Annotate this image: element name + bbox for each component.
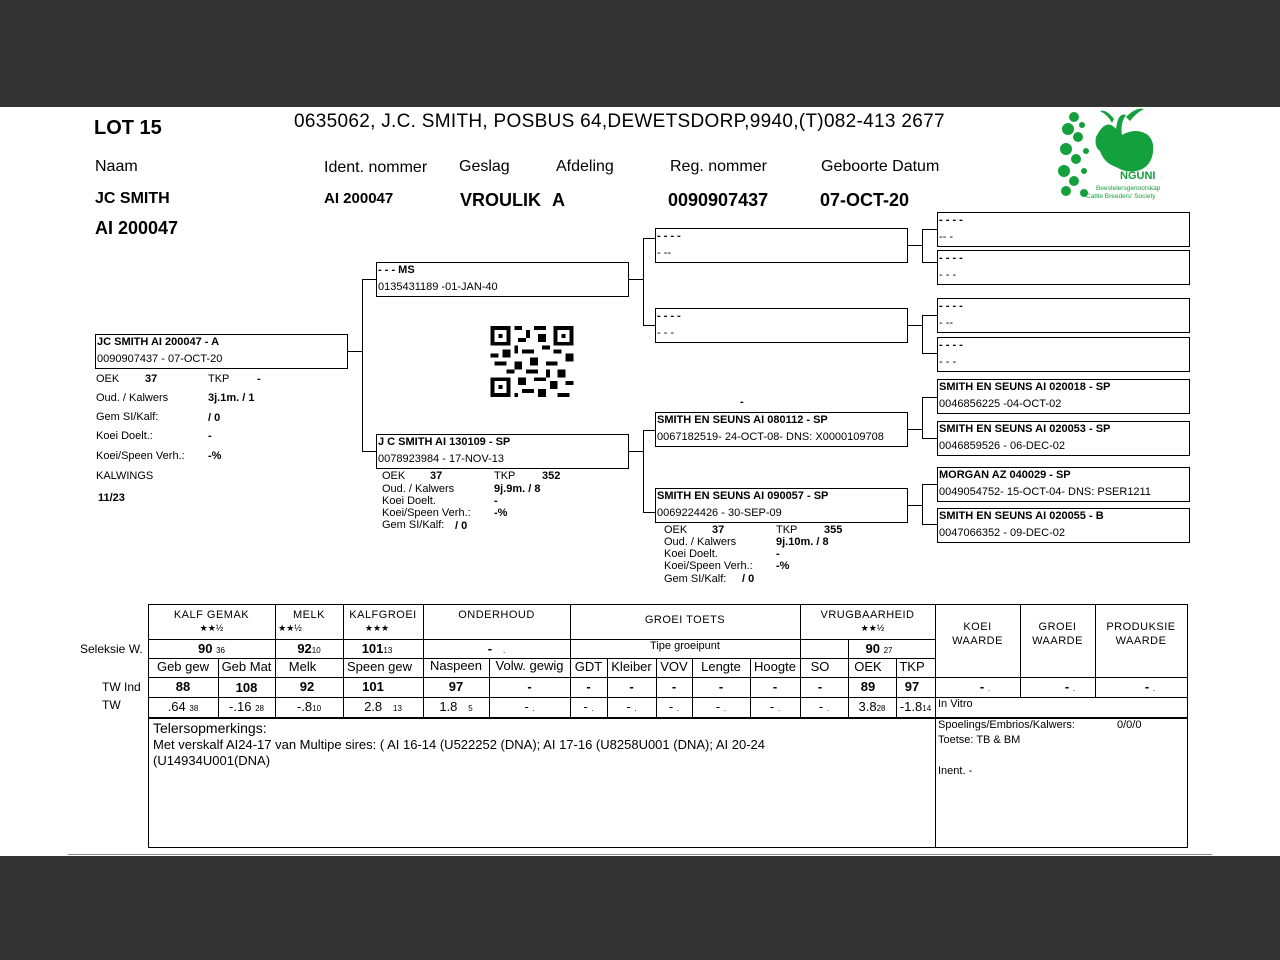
twind-geb-gew: 88 <box>175 679 191 694</box>
col-speen-gew: Speen gew <box>346 659 413 674</box>
tw-speen-gew: 2.8 13 <box>364 699 402 714</box>
hdr-koei-1: KOEI <box>963 621 992 633</box>
twind-lengte: - <box>718 679 724 694</box>
subject-gem-value: / 0 <box>208 412 221 424</box>
tw-geb-mat: -.16 28 <box>229 699 264 714</box>
tw-naspeen: 1.8 5 <box>439 699 473 714</box>
twind-oek: 89 <box>860 679 876 694</box>
hdr-kalf-gemak: KALF GEMAK <box>173 609 250 621</box>
tw-geb-gew: .64 38 <box>167 699 199 714</box>
tw-tkp: -1.814 <box>899 699 932 714</box>
label-reg: Reg. nommer <box>670 158 767 175</box>
dam-sub: 0078923984 - 17-NOV-13 <box>378 453 504 465</box>
dam-verh-value: -% <box>494 507 508 519</box>
col-melk: Melk <box>288 659 317 674</box>
col-tkp: TKP <box>899 659 925 674</box>
sire-sub: 0135431189 -01-JAN-40 <box>378 281 498 293</box>
sel-onderhoud: - . <box>487 641 506 656</box>
dam-tkp-label: TKP <box>494 470 516 482</box>
dam-oek-label: OEK <box>382 470 406 482</box>
dam-oek-value: 37 <box>430 470 443 482</box>
dam-verh-label: Koei/Speen Verh.: <box>382 507 471 519</box>
row-label-tw: TW <box>102 698 121 712</box>
tw-kleiber: - . <box>626 699 637 714</box>
dam-title: J C SMITH AI 130109 - SP <box>378 436 511 448</box>
lot-number: LOT 15 <box>94 117 162 139</box>
stars-kalfgroei: ★★★ <box>364 623 390 633</box>
dam-oud-label: Oud. / Kalwers <box>382 483 455 495</box>
subject-oud-value: 3j.1m. / 1 <box>208 392 255 404</box>
row-label-seleksie: Seleksie W. <box>80 642 143 656</box>
hdr-prod-1: PRODUKSIE <box>1106 621 1176 633</box>
ggp-box-1: - - - - -- - <box>937 212 1190 247</box>
col-gdt: GDT <box>574 659 603 674</box>
ggp-box-2: - - - - - - - <box>937 250 1190 285</box>
dam-gem-label: Gem SI/Kalf: <box>382 519 445 531</box>
value-naam: JC SMITH <box>95 190 170 207</box>
label-ident: Ident. nommer <box>324 159 428 176</box>
twind-koei-waarde: - . <box>979 679 991 694</box>
col-naspeen: Naspeen <box>429 658 483 673</box>
gp-dam-sire-box: SMITH EN SEUNS AI 080112 - SP 0067182519- 24-OCT-08- DNS: X0000109708 <box>655 412 908 447</box>
row-label-twind: TW Ind <box>102 680 141 694</box>
tw-lengte: - . <box>715 699 727 714</box>
ggp-box-6: SMITH EN SEUNS AI 020053 - SP 0046859526 - 06-DEC-02 <box>937 421 1190 456</box>
remarks-line-1: Met verskalf AI24-17 van Multipe sires: ( AI 16-14 (U522252 (DNA); AI 17-16 (U8258U001 (DNA); AI 20-24 <box>153 737 766 752</box>
subject-tkp-label: TKP <box>208 373 230 385</box>
value-reg: 0090907437 <box>668 190 769 210</box>
tw-vov: - . <box>668 699 680 714</box>
twind-geb-mat: 108 <box>235 680 258 695</box>
hdr-groei-2: WAARDE <box>1032 635 1083 647</box>
value-afdeling: A <box>552 190 565 210</box>
twind-speen-gew: 101 <box>362 679 384 694</box>
twind-vov: - <box>671 679 677 694</box>
stars-melk: ★★½ <box>278 623 302 633</box>
ggp-box-3: - - - - - -- <box>937 298 1190 333</box>
value-ident: AI 200047 <box>324 190 394 207</box>
in-vitro: In Vitro <box>938 698 973 710</box>
subject-gem-label: Gem SI/Kalf: <box>96 411 159 423</box>
tw-gdt: - . <box>583 699 594 714</box>
subject-doelt-value: - <box>208 430 212 442</box>
gp-sire-dam-box: - - - - - - - <box>655 308 908 343</box>
ggp-box-5: SMITH EN SEUNS AI 020018 - SP 0046856225 -04-OCT-02 <box>937 379 1190 414</box>
remarks-line-2: (U14934U001(DNA) <box>153 753 271 768</box>
subject-verh-value: -% <box>208 450 222 462</box>
dam-doelt-value: - <box>494 495 498 507</box>
gp-dam-sire-dash: - <box>740 396 744 408</box>
bottom-rule <box>68 854 1212 855</box>
ggp-box-8: SMITH EN SEUNS AI 020055 - B 0047066352 - 09-DEC-02 <box>937 508 1190 543</box>
remarks-title: Telersopmerkings: <box>153 720 267 736</box>
subject-oek-label: OEK <box>96 373 120 385</box>
hdr-onderhoud: ONDERHOUD <box>458 609 535 621</box>
value-geboorte: 07-OCT-20 <box>820 190 910 210</box>
sel-melk: 9210 <box>297 641 321 656</box>
sire-title: - - - MS <box>378 264 415 276</box>
hdr-prod-2: WAARDE <box>1115 635 1167 647</box>
subject-oud-label: Oud. / Kalwers <box>96 392 169 404</box>
col-so: SO <box>810 659 830 674</box>
subject-tkp-value: - <box>257 373 261 385</box>
svg-text:NGUNI: NGUNI <box>1120 170 1156 182</box>
spoelings-label: Spoelings/Embrios/Kalwers: <box>938 719 1075 731</box>
dam-oud-value: 9j.9m. / 8 <box>494 483 541 495</box>
ggp-box-7: MORGAN AZ 040029 - SP 0049054752- 15-OCT-04- DNS: PSER1211 <box>937 467 1190 502</box>
col-hoogte: Hoogte <box>754 659 796 674</box>
twind-groei-waarde: - . <box>1064 679 1076 694</box>
label-afdeling: Afdeling <box>556 158 614 175</box>
subject-title: JC SMITH AI 200047 - A <box>97 336 220 348</box>
twind-gdt: - <box>586 679 591 694</box>
spoelings-value: 0/0/0 <box>1117 719 1142 731</box>
stars-vrug: ★★½ <box>860 623 885 633</box>
subject-sub: 0090907437 - 07-OCT-20 <box>97 353 223 365</box>
sel-kalfgroei: 10113 <box>361 641 393 656</box>
col-vov: VOV <box>660 659 688 674</box>
kalwings-value: 11/23 <box>98 492 125 504</box>
owner-info: 0635062, J.C. SMITH, POSBUS 64,DEWETSDORP,9940,(T)082-413 2677 <box>294 111 945 132</box>
stars-kalf: ★★½ <box>199 623 224 633</box>
tw-oek: 3.828 <box>858 699 886 714</box>
twind-so: - <box>817 679 823 694</box>
label-naam: Naam <box>95 158 138 175</box>
svg-text:Cattle Breeders' Society: Cattle Breeders' Society <box>1086 193 1156 200</box>
twind-kleiber: - <box>629 679 634 694</box>
hdr-koei-2: WAARDE <box>952 635 1003 647</box>
tw-so: - . <box>818 699 830 714</box>
subject-verh-label: Koei/Speen Verh.: <box>96 450 185 462</box>
dam-gem-value: / 0 <box>455 520 468 532</box>
value-ident-large: AI 200047 <box>95 218 179 238</box>
twind-naspeen: 97 <box>448 679 464 694</box>
label-geslag: Geslag <box>459 158 510 175</box>
twind-melk: 92 <box>299 679 315 694</box>
subject-oek-value: 37 <box>145 373 158 385</box>
twind-tkp: 97 <box>904 679 920 694</box>
twind-prod-waarde: - . <box>1144 679 1156 694</box>
hdr-kalfgroei: KALFGROEI <box>349 609 417 621</box>
twind-hoogte: - <box>772 679 778 694</box>
gp-dam-dam-box: SMITH EN SEUNS AI 090057 - SP 0069224426 - 30-SEP-09 <box>655 488 908 523</box>
col-kleiber: Kleiber <box>611 659 652 674</box>
dam-tkp-value: 352 <box>542 470 561 482</box>
value-geslag: VROULIK <box>460 190 541 210</box>
gp-sire-sire-box: - - - - - -- <box>655 228 908 263</box>
col-geb-gew: Geb gew <box>156 659 210 674</box>
breeding-values-table <box>0 107 1280 856</box>
col-lengte: Lengte <box>701 659 741 674</box>
pedigree-sheet: LOT 15 0635062, J.C. SMITH, POSBUS 64,DEWETSDORP,9940,(T)082-413 2677 NGUNI Beestelersgenootskap Cattle Breeders' Society Naam Ident. nommer Geslag Afdeling Reg. nommer Geboorte Datum JC SMITH AI 200047 VROULIK A 0090907437 07-OCT-20 AI 200047 JC SMITH AI 200047 - A 0090907437 - 07-OCT-20 OEK 37 TKP - Oud. / Kalwers 3j.1m. / 1 Gem SI/Kalf: / 0 Koei Doelt.: - Koei/Speen Verh.: -% KALWINGS 11/23 - - - MS 0135431189 -01-JAN-40 J C SMITH AI 130109 - SP 0078923984 - 17-NOV-13 OEK 37 TKP 352 Oud. / Kalwers 9j.9m. / 8 Koei Doelt. - Koei/Speen Verh.: -% Gem SI/Kalf: / 0 - - - - - -- - - - - - - - - SMITH EN SEUNS AI 080112 - SP 0067182519- 24-OCT-08- DNS: X0000109708 SMITH EN SEUNS AI 090057 - SP 0069224426 - 30-SEP-09 OEK 37 TKP 355 Oud. / Kalwers 9j.10m. / 8 Koei Doelt. - Koei/Speen Verh.: -% Gem SI/Kalf: / 0 - - - - -- - - - - - - - - - - - - - -- - - - - - - - SMITH EN SEUNS AI 020018 - SP 0046856225 -04-OCT-02 SMITH EN SEUNS AI 020053 - SP 0046859526 - 06-DEC-02 MORGAN AZ 040029 - SP 0049054752- 15-OCT-04- DNS: PSER1211 SMITH EN SEUNS AI 020055 - B 0047066352 - 09-DEC-02 KALF GEMAK ★★½ MELK ★★½ KALFGROEI ★★★ ONDERHOUD GROEI TOETS Tipe groeipunt VRUGBAARHEID ★★½ KOEI WAARDE GROEI WAARDE PRODUKSIE WAARDE Seleksie W. TW Ind TW 90 36 9210 10113 - . 90 27 Geb gew Geb Mat Melk Speen gew Naspeen Volw. gewig GDT Kleiber VOV Lengte Hoogte SO OEK TKP 88 108 92 101 97 - - - - - - - 89 97 - . - . - . .64 38 -.16 28 -.810 2.8 13 1.8 5 - . - . - . - . - . - . - . 3.828 -1.814 In Vitro Telersopmerkings: Met verskalf AI24-17 van Multipe sires: ( AI 16-14 (U522252 (DNA); AI 17-16 (U8258U001 (DNA); AI 20-24 (U14934U001(DNA) Spoelings/Embrios/Kalwers: 0/0/0 Toetse: TB & BM Inent. - <box>0 107 1280 856</box>
dam-doelt-label: Koei Doelt. <box>382 495 436 507</box>
col-oek: OEK <box>854 659 882 674</box>
hdr-groei-toets: GROEI TOETS <box>644 614 726 626</box>
tw-melk: -.810 <box>296 699 322 714</box>
col-volw-gewig: Volw. gewig <box>495 658 564 673</box>
hdr-melk: MELK <box>293 609 325 621</box>
sel-vrug: 90 27 <box>865 641 893 656</box>
svg-text:Beestelersgenootskap: Beestelersgenootskap <box>1096 185 1161 192</box>
tw-hoogte: - . <box>769 699 781 714</box>
col-geb-mat: Geb Mat <box>221 659 272 674</box>
label-geboorte: Geboorte Datum <box>821 158 940 175</box>
hdr-tipe-groeipunt: Tipe groeipunt <box>650 640 720 652</box>
ggp-box-4: - - - - - - - <box>937 337 1190 372</box>
tw-volw: - . <box>524 699 535 714</box>
sel-kalf: 90 36 <box>198 641 225 656</box>
twind-volw: - <box>527 679 532 694</box>
kalwings-label: KALWINGS <box>96 470 154 482</box>
toetse: Toetse: TB & BM <box>938 734 1021 746</box>
hdr-vrugbaarheid: VRUGBAARHEID <box>820 609 915 621</box>
hdr-groei-1: GROEI <box>1038 621 1077 633</box>
subject-doelt-label: Koei Doelt.: <box>96 430 153 442</box>
inent: Inent. - <box>938 765 973 777</box>
